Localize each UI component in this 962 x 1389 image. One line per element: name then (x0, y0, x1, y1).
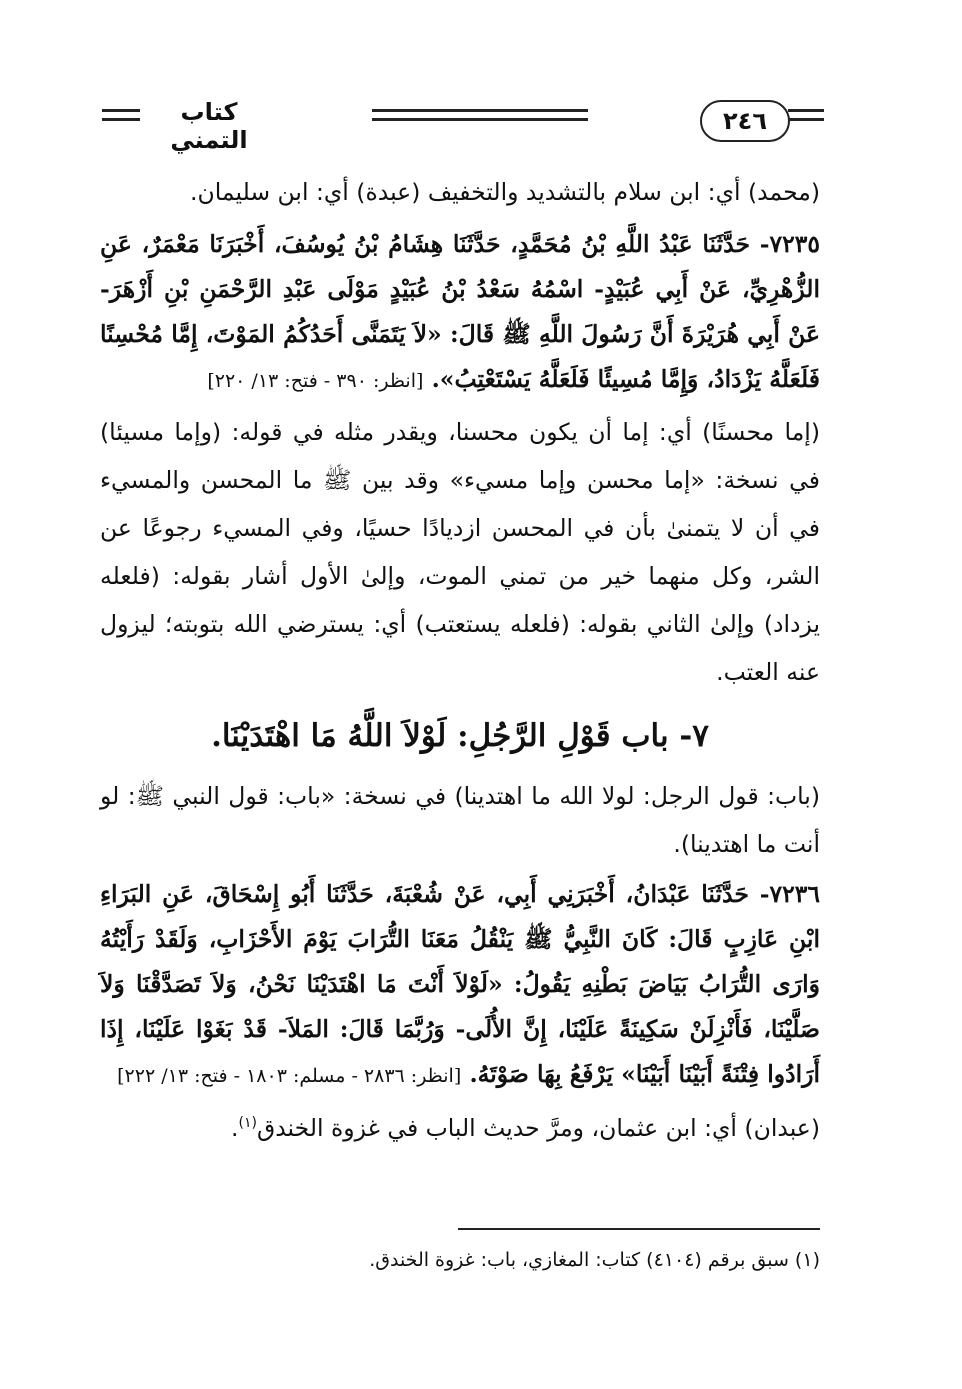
hadith-paragraph (100, 222, 820, 404)
commentary-paragraph (100, 1099, 820, 1152)
footnote-marker: (١) (238, 1115, 257, 1131)
commentary-end: . (231, 1113, 239, 1142)
page-body (100, 168, 820, 1152)
hadith-text: ٧٢٣٦- حَدَّثَنَا عَبْدَانُ، أَخْبَرَنِي أَبِي، عَنْ شُعْبَةَ، حَدَّثَنَا أَبُو إِسْحَاقَ، عَنِ البَرَاءِ ابْنِ عَازِبٍ قَالَ: كَانَ النَّبِيُّ ﷺ يَنْقُلُ مَعَنَا التُّرَابَ يَوْمَ الأَحْزَابِ، وَلَقَدْ رَأَيْتُهُ وَارَى التُّرَابُ بَيَاضَ بَطْنِهِ يَقُولُ: «لَوْلاَ أَنْتَ مَا اهْتَدَيْنَا نَحْنُ، وَلاَ تَصَدَّقْنَا وَلاَ صَلَّيْنَا، فَأَنْزِلَنْ سَكِينَةً عَلَيْنَا، إِنَّ الأُلَى- وَرُبَّمَا قَالَ: المَلاَ- قَدْ بَغَوْا عَلَيْنَا، إِذَا أَرَادُوا فِتْنَةً أَبَيْنَا أَبَيْنَا» يَرْفَعُ بِهَا صَوْتَهُ. (100, 880, 820, 1088)
chapter-heading: ٧- باب قَوْلِ الرَّجُلِ: لَوْلاَ اللَّهُ مَا اهْتَدَيْنَا. (211, 718, 709, 754)
commentary-paragraph: (باب: قول الرجل: لولا الله ما اهتدينا) في نسخة: «باب: قول النبي ﷺ: لو أنت ما اهتدينا). (100, 782, 820, 858)
hadith-text: ٧٢٣٥- حَدَّثَنَا عَبْدُ اللَّهِ بْنُ مُحَمَّدٍ، حَدَّثَنَا هِشَامُ بْنُ يُوسُفَ، أَخْبَرَنَا مَعْمَرٌ، عَنِ الزُّهْرِيِّ، عَنْ أَبِي عُبَيْدٍ- اسْمُهُ سَعْدُ بْنُ عُبَيْدٍ مَوْلَى عَبْدِ الرَّحْمَنِ بْنِ أَزْهَرَ- عَنْ أَبِي هُرَيْرَةَ أَنَّ رَسُولَ اللَّهِ ﷺ قَالَ: «لاَ يَتَمَنَّى أَحَدُكُمُ المَوْتَ، إِمَّا مُحْسِنًا فَلَعَلَّهُ يَزْدَادُ، وَإِمَّا مُسِيئًا فَلَعَلَّهُ يَسْتَعْتِبُ». (100, 230, 820, 393)
hadith-reference: [انظر: ٣٩٠ - فتح: ١٣/ ٢٢٠] (207, 370, 424, 392)
commentary-text: (عبدان) أي: ابن عثمان، ومرَّ حديث الباب في غزوة الخندق (256, 1113, 820, 1142)
footnote-separator (458, 1228, 820, 1230)
footnote: (١) سبق برقم (٤١٠٤) كتاب: المغازي، باب: غزوة الخندق. (369, 1249, 820, 1271)
header-rule-right-bottom (788, 118, 824, 121)
page-number: ٢٤٦ (700, 100, 790, 142)
book-title: كتاب التمني (170, 98, 248, 154)
header-rule-left-top (102, 109, 140, 112)
commentary-paragraph: (إما محسنًا) أي: إما أن يكون محسنا، ويقدر مثله في قوله: (وإما مسيئا) في نسخة: «إما محسن وإما مسيء» وقد بين ﷺ ما المحسن والمسيء في أن لا يتمنىٰ بأن في المحسن ازديادًا حسيًا، وفي المسيء رجوعًا عن الشر، وكل منهما خير من تمني الموت، وإلىٰ الأول أشار بقوله: (فلعله يزداد) وإلىٰ الثاني بقوله: (فلعله يستعتب) أي: يسترضي الله بتوبته؛ ليزول عنه العتب. (100, 418, 820, 686)
header-rule-middle-top (372, 109, 588, 112)
hadith-reference: [انظر: ٢٨٣٦ - مسلم: ١٨٠٣ - فتح: ١٣/ ٢٢٢] (117, 1065, 462, 1087)
header-rule-left-bottom (102, 118, 140, 121)
header-rule-middle-bottom (372, 118, 588, 121)
header-rule-right-top (788, 109, 824, 112)
page-header (100, 96, 825, 154)
commentary-paragraph: (محمد) أي: ابن سلام بالتشديد والتخفيف (عبدة) أي: ابن سليمان. (190, 178, 820, 206)
hadith-paragraph (100, 872, 820, 1099)
